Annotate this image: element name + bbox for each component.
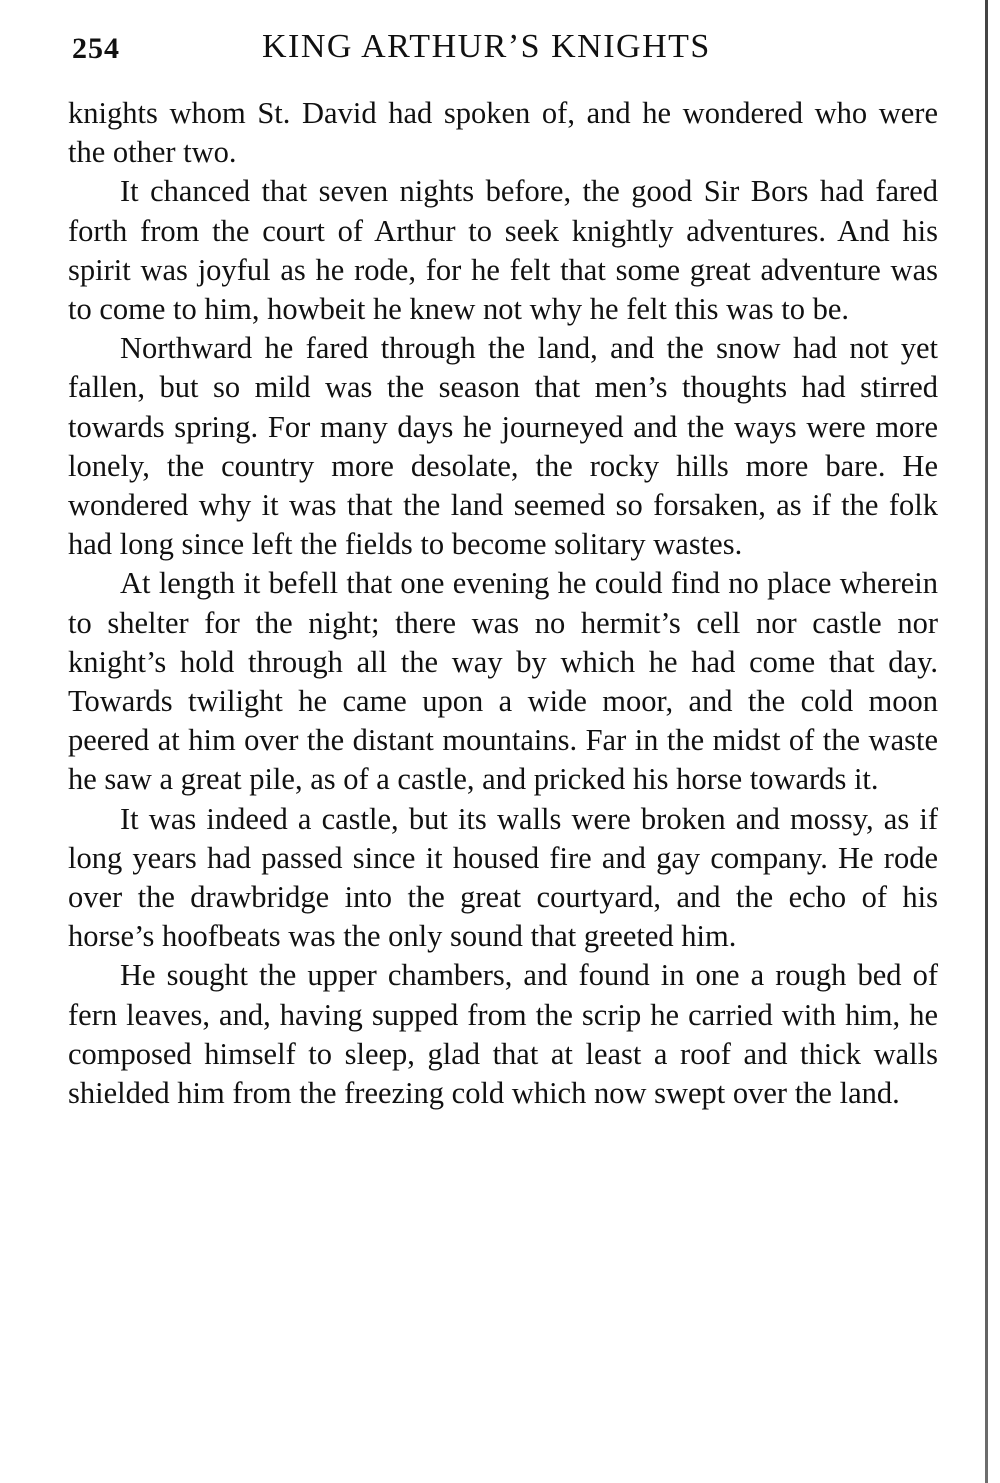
paragraph: He sought the upper chambers, and found in one a rough bed of fern leaves, and, having supped from the scrip he carried with him, he composed himself to sleep, glad that at least a roof and thick walls shielded him from the freezing cold which now swept over the land. — [68, 958, 938, 1111]
page-header — [72, 28, 952, 76]
page-number: 254 — [72, 32, 120, 65]
paragraph: It chanced that seven nights before, the good Sir Bors had fared forth from the court of Arthur to seek knightly adventures. And his spirit was joyful as he rode, for he felt that some great adventure was to come to him, howbeit he knew not why he felt this was to be. — [68, 174, 938, 327]
body-text — [68, 94, 938, 1113]
paragraph: It was indeed a castle, but its walls were broken and mossy, as if long years had passed since it housed fire and gay company. He rode over the drawbridge into the great courtyard, and the echo of his horse’s hoofbeats was the only sound that greeted him. — [68, 801, 938, 954]
running-head: KING ARTHUR’S KNIGHTS — [262, 28, 711, 65]
paragraph: At length it befell that one evening he could find no place wherein to shelter for the night; there was no hermit’s cell nor castle nor knight’s hold through all the way by which he had come that day. Towards twilight he came upon a wide moor, and the cold moon peered at him over the distant mountains. Far in the midst of the waste he saw a great pile, as of a castle, and pricked his horse towards it. — [68, 566, 938, 797]
paragraph: knights whom St. David had spoken of, and he wondered who were the other two. — [68, 96, 938, 170]
paragraph: Northward he fared through the land, and the snow had not yet fallen, but so mild was the season that men’s thoughts had stirred towards spring. For many days he journeyed and the ways were more lonely, the country more desolate, the rocky hills more bare. He wondered why it was that the land seemed so forsaken, as if the folk had long since left the fields to become solitary wastes. — [68, 331, 938, 562]
page-edge-shadow — [985, 0, 988, 1483]
